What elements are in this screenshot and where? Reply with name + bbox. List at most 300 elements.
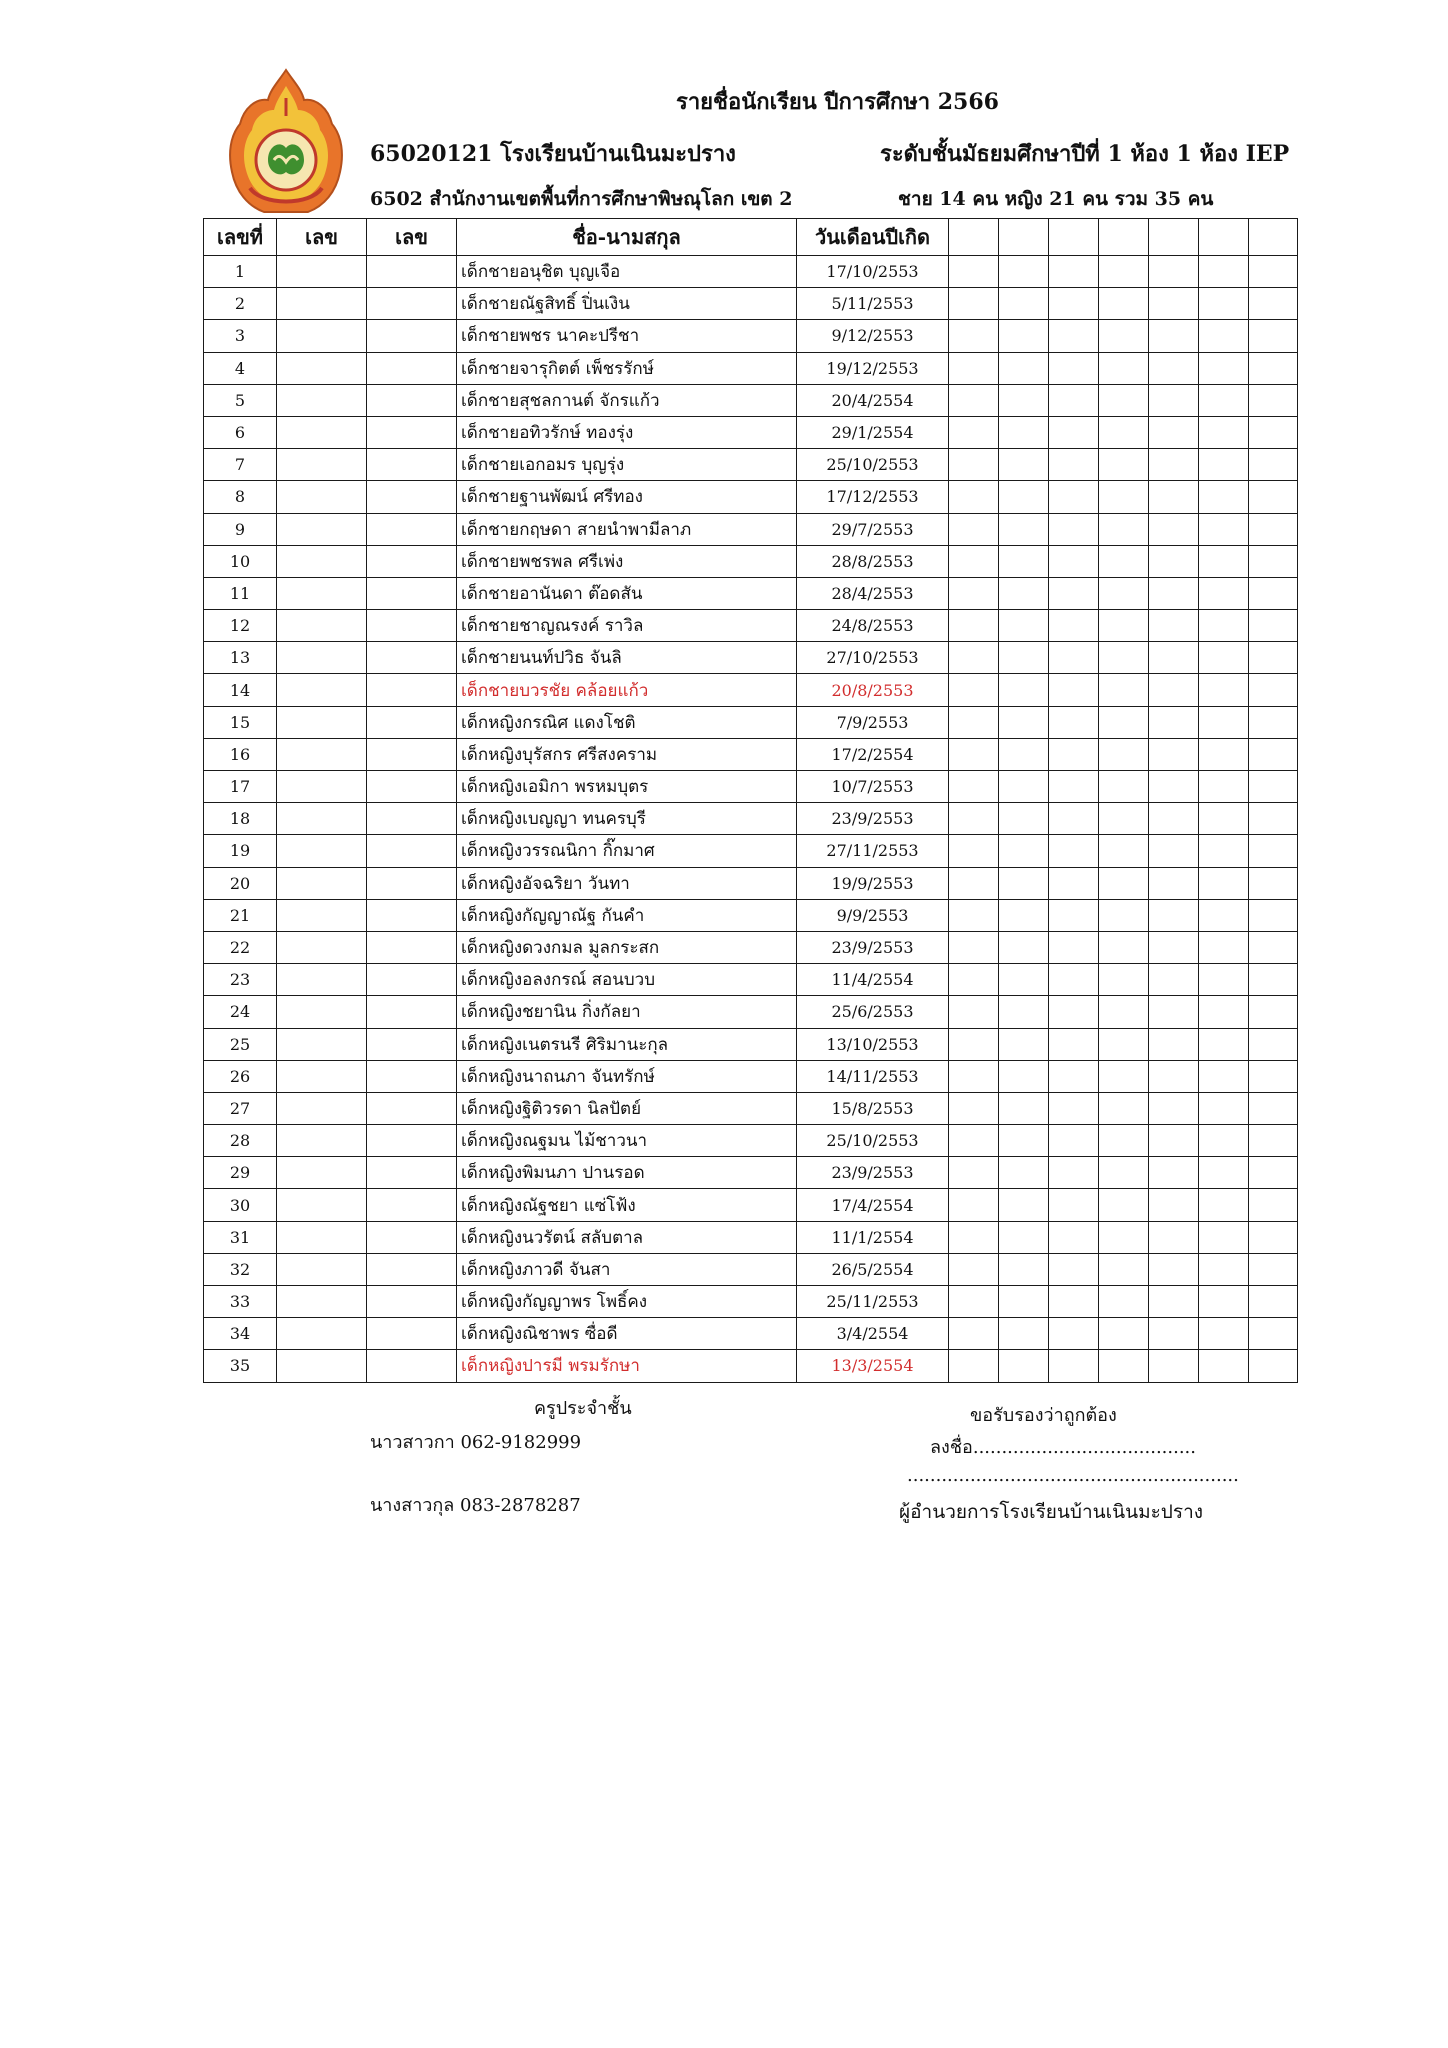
row-blank-cell	[1149, 481, 1199, 513]
school-code-name: 65020121 โรงเรียนบ้านเนินมะปราง	[370, 141, 736, 167]
row-blank-cell	[1049, 1189, 1099, 1221]
row-blank-cell	[949, 1253, 999, 1285]
row-number: 16	[204, 738, 277, 770]
row-blank-cell	[1249, 1221, 1298, 1253]
row-birth-date: 10/7/2553	[797, 771, 949, 803]
row-blank-cell	[1249, 835, 1298, 867]
row-blank-cell	[999, 1125, 1049, 1157]
row-blank-cell	[1149, 803, 1199, 835]
row-blank-cell	[1149, 545, 1199, 577]
row-blank-cell	[1149, 288, 1199, 320]
row-id-1	[277, 1189, 367, 1221]
row-birth-date: 25/10/2553	[797, 1125, 949, 1157]
row-blank-cell	[1249, 1318, 1298, 1350]
table-row	[204, 416, 1298, 448]
row-id-2	[367, 642, 457, 674]
row-student-name: เด็กหญิงพิมนภา ปานรอด	[457, 1157, 797, 1189]
row-blank-cell	[1199, 288, 1249, 320]
row-blank-cell	[1199, 545, 1249, 577]
row-blank-cell	[1099, 867, 1149, 899]
row-number: 6	[204, 416, 277, 448]
row-blank-cell	[1049, 288, 1099, 320]
row-birth-date: 19/9/2553	[797, 867, 949, 899]
row-blank-cell	[1049, 1253, 1099, 1285]
row-student-name: เด็กชายพชรพล ศรีเพ่ง	[457, 545, 797, 577]
row-id-2	[367, 352, 457, 384]
row-blank-cell	[1249, 288, 1298, 320]
row-blank-cell	[1049, 706, 1099, 738]
row-blank-cell	[999, 288, 1049, 320]
row-blank-cell	[1149, 1318, 1199, 1350]
row-blank-cell	[1099, 352, 1149, 384]
row-blank-cell	[949, 320, 999, 352]
row-blank-cell	[1099, 964, 1149, 996]
table-row	[204, 610, 1298, 642]
row-birth-date: 28/4/2553	[797, 577, 949, 609]
row-blank-cell	[1099, 1157, 1149, 1189]
row-student-name: เด็กหญิงฐิติวรดา นิลปัตย์	[457, 1092, 797, 1124]
row-number: 25	[204, 1028, 277, 1060]
row-number: 23	[204, 964, 277, 996]
row-blank-cell	[999, 320, 1049, 352]
row-blank-cell	[1049, 1318, 1099, 1350]
row-id-1	[277, 738, 367, 770]
row-blank-cell	[1249, 899, 1298, 931]
row-birth-date: 20/8/2553	[797, 674, 949, 706]
row-id-2	[367, 1125, 457, 1157]
row-number: 24	[204, 996, 277, 1028]
row-blank-cell	[949, 771, 999, 803]
row-blank-cell	[999, 738, 1049, 770]
row-id-2	[367, 771, 457, 803]
row-blank-cell	[1099, 320, 1149, 352]
row-blank-cell	[1099, 835, 1149, 867]
row-blank-cell	[999, 256, 1049, 288]
row-id-1	[277, 996, 367, 1028]
row-birth-date: 24/8/2553	[797, 610, 949, 642]
row-blank-cell	[1199, 1286, 1249, 1318]
row-blank-cell	[1249, 1350, 1298, 1382]
row-blank-cell	[1249, 352, 1298, 384]
row-blank-cell	[1199, 513, 1249, 545]
row-blank-cell	[999, 642, 1049, 674]
row-id-1	[277, 642, 367, 674]
document-title: รายชื่อนักเรียน ปีการศึกษา 2566	[676, 89, 999, 115]
table-row	[204, 320, 1298, 352]
row-birth-date: 20/4/2554	[797, 384, 949, 416]
row-blank-cell	[1249, 964, 1298, 996]
row-blank-cell	[1049, 899, 1099, 931]
row-blank-cell	[1249, 738, 1298, 770]
education-office: 6502 สำนักงานเขตพื้นที่การศึกษาพิษณุโลก เขต 2	[370, 188, 793, 210]
row-id-2	[367, 256, 457, 288]
row-id-2	[367, 545, 457, 577]
row-blank-cell	[1099, 1253, 1149, 1285]
table-row	[204, 1350, 1298, 1382]
table-row	[204, 835, 1298, 867]
row-blank-cell	[1249, 642, 1298, 674]
row-blank-cell	[1149, 1350, 1199, 1382]
row-id-1	[277, 964, 367, 996]
header-blank	[1199, 219, 1249, 256]
row-birth-date: 23/9/2553	[797, 931, 949, 963]
row-birth-date: 3/4/2554	[797, 1318, 949, 1350]
table-row	[204, 1286, 1298, 1318]
row-id-1	[277, 384, 367, 416]
row-id-1	[277, 899, 367, 931]
row-id-1	[277, 1092, 367, 1124]
row-blank-cell	[999, 1060, 1049, 1092]
row-blank-cell	[1049, 1350, 1099, 1382]
row-birth-date: 9/12/2553	[797, 320, 949, 352]
row-id-2	[367, 738, 457, 770]
header-id-2: เลข	[367, 219, 457, 256]
row-id-2	[367, 481, 457, 513]
row-student-name: เด็กหญิงนวรัตน์ สลับตาล	[457, 1221, 797, 1253]
row-blank-cell	[1249, 577, 1298, 609]
row-blank-cell	[999, 577, 1049, 609]
row-blank-cell	[999, 931, 1049, 963]
row-blank-cell	[1149, 1092, 1199, 1124]
row-blank-cell	[1149, 1189, 1199, 1221]
row-blank-cell	[1049, 1221, 1099, 1253]
student-roster-table	[203, 218, 1298, 1383]
row-number: 7	[204, 449, 277, 481]
row-id-2	[367, 1092, 457, 1124]
row-blank-cell	[949, 899, 999, 931]
row-id-2	[367, 288, 457, 320]
school-emblem-icon	[228, 68, 344, 216]
row-blank-cell	[1099, 899, 1149, 931]
row-blank-cell	[1049, 771, 1099, 803]
row-blank-cell	[999, 481, 1049, 513]
header-id-1: เลข	[277, 219, 367, 256]
row-student-name: เด็กหญิงชยานิน กิ่งกัลยา	[457, 996, 797, 1028]
row-blank-cell	[1049, 416, 1099, 448]
row-blank-cell	[1149, 1221, 1199, 1253]
row-blank-cell	[949, 867, 999, 899]
row-blank-cell	[1049, 577, 1099, 609]
row-birth-date: 28/8/2553	[797, 545, 949, 577]
row-blank-cell	[949, 352, 999, 384]
row-blank-cell	[1049, 481, 1099, 513]
row-blank-cell	[1099, 449, 1149, 481]
header-blank	[1049, 219, 1099, 256]
row-number: 21	[204, 899, 277, 931]
row-id-2	[367, 1189, 457, 1221]
row-blank-cell	[1099, 642, 1149, 674]
row-blank-cell	[1199, 964, 1249, 996]
row-student-name: เด็กชายอานันดา ต๊อดสัน	[457, 577, 797, 609]
row-blank-cell	[1149, 352, 1199, 384]
row-student-name: เด็กหญิงณัฐชยา แซ่โฟ้ง	[457, 1189, 797, 1221]
row-blank-cell	[949, 513, 999, 545]
row-blank-cell	[1049, 1060, 1099, 1092]
header-birth-date: วันเดือนปีเกิด	[797, 219, 949, 256]
row-blank-cell	[1249, 771, 1298, 803]
row-blank-cell	[1049, 384, 1099, 416]
row-blank-cell	[949, 1125, 999, 1157]
row-blank-cell	[1099, 610, 1149, 642]
row-id-2	[367, 577, 457, 609]
row-blank-cell	[1199, 996, 1249, 1028]
row-blank-cell	[1149, 256, 1199, 288]
row-blank-cell	[949, 803, 999, 835]
row-blank-cell	[1099, 1092, 1149, 1124]
table-row	[204, 642, 1298, 674]
row-blank-cell	[949, 610, 999, 642]
row-birth-date: 13/3/2554	[797, 1350, 949, 1382]
row-blank-cell	[999, 867, 1049, 899]
row-birth-date: 9/9/2553	[797, 899, 949, 931]
row-number: 4	[204, 352, 277, 384]
row-blank-cell	[999, 996, 1049, 1028]
row-blank-cell	[1249, 706, 1298, 738]
row-blank-cell	[1149, 674, 1199, 706]
row-blank-cell	[1149, 1286, 1199, 1318]
row-blank-cell	[999, 1221, 1049, 1253]
row-number: 2	[204, 288, 277, 320]
table-row	[204, 1189, 1298, 1221]
row-blank-cell	[999, 1253, 1049, 1285]
row-blank-cell	[1199, 738, 1249, 770]
row-id-1	[277, 610, 367, 642]
row-student-name: เด็กชายฐานพัฒน์ ศรีทอง	[457, 481, 797, 513]
row-birth-date: 27/11/2553	[797, 835, 949, 867]
row-student-name: เด็กหญิงเอมิกา พรหมบุตร	[457, 771, 797, 803]
row-id-1	[277, 1125, 367, 1157]
teacher-contact-2: นางสาวกุล 083-2878287	[370, 1495, 581, 1516]
table-header-row	[204, 219, 1298, 256]
row-blank-cell	[1099, 1318, 1149, 1350]
homeroom-teacher-label: ครูประจำชั้น	[534, 1398, 632, 1419]
row-blank-cell	[1149, 642, 1199, 674]
row-id-1	[277, 513, 367, 545]
row-blank-cell	[1099, 1028, 1149, 1060]
row-blank-cell	[999, 416, 1049, 448]
row-number: 19	[204, 835, 277, 867]
row-id-2	[367, 416, 457, 448]
row-number: 31	[204, 1221, 277, 1253]
row-blank-cell	[1099, 996, 1149, 1028]
table-row	[204, 996, 1298, 1028]
row-blank-cell	[1199, 931, 1249, 963]
row-blank-cell	[1199, 1221, 1249, 1253]
row-blank-cell	[1249, 256, 1298, 288]
row-number: 20	[204, 867, 277, 899]
row-id-1	[277, 1318, 367, 1350]
row-blank-cell	[999, 1157, 1049, 1189]
row-blank-cell	[1049, 1028, 1099, 1060]
table-row	[204, 1060, 1298, 1092]
row-number: 13	[204, 642, 277, 674]
row-blank-cell	[1199, 352, 1249, 384]
row-number: 18	[204, 803, 277, 835]
row-blank-cell	[1049, 674, 1099, 706]
student-counts: ชาย 14 คน หญิง 21 คน รวม 35 คน	[898, 188, 1214, 210]
row-blank-cell	[1149, 513, 1199, 545]
row-blank-cell	[1149, 610, 1199, 642]
row-id-1	[277, 835, 367, 867]
row-student-name: เด็กชายอทิวรักษ์ ทองรุ่ง	[457, 416, 797, 448]
row-student-name: เด็กชายจารุกิตต์ เพ็ชรรักษ์	[457, 352, 797, 384]
table-row	[204, 899, 1298, 931]
row-number: 15	[204, 706, 277, 738]
row-id-2	[367, 964, 457, 996]
row-birth-date: 17/10/2553	[797, 256, 949, 288]
row-blank-cell	[1049, 1286, 1099, 1318]
row-blank-cell	[1049, 610, 1099, 642]
row-blank-cell	[949, 1286, 999, 1318]
row-blank-cell	[949, 674, 999, 706]
table-row	[204, 1092, 1298, 1124]
row-student-name: เด็กหญิงณฐมน ไม้ชาวนา	[457, 1125, 797, 1157]
row-blank-cell	[949, 481, 999, 513]
row-student-name: เด็กหญิงกัญญาพร โพธิ์คง	[457, 1286, 797, 1318]
row-blank-cell	[1049, 449, 1099, 481]
row-student-name: เด็กหญิงภาวดี จันสา	[457, 1253, 797, 1285]
row-number: 1	[204, 256, 277, 288]
row-blank-cell	[1249, 996, 1298, 1028]
row-blank-cell	[1249, 867, 1298, 899]
row-blank-cell	[1149, 867, 1199, 899]
row-blank-cell	[999, 835, 1049, 867]
row-blank-cell	[1149, 1157, 1199, 1189]
row-student-name: เด็กชายบวรชัย คล้อยแก้ว	[457, 674, 797, 706]
row-student-name: เด็กชายอนุชิต บุญเจือ	[457, 256, 797, 288]
row-blank-cell	[999, 1318, 1049, 1350]
row-blank-cell	[949, 545, 999, 577]
row-blank-cell	[1099, 1125, 1149, 1157]
row-blank-cell	[999, 674, 1049, 706]
row-id-2	[367, 1157, 457, 1189]
row-birth-date: 17/4/2554	[797, 1189, 949, 1221]
row-blank-cell	[999, 449, 1049, 481]
row-id-2	[367, 835, 457, 867]
header-blank	[999, 219, 1049, 256]
row-id-1	[277, 1253, 367, 1285]
row-blank-cell	[949, 1221, 999, 1253]
row-blank-cell	[1199, 320, 1249, 352]
row-blank-cell	[1149, 416, 1199, 448]
row-blank-cell	[999, 899, 1049, 931]
row-id-2	[367, 1286, 457, 1318]
row-id-2	[367, 384, 457, 416]
table-row	[204, 256, 1298, 288]
table-row	[204, 449, 1298, 481]
row-birth-date: 25/11/2553	[797, 1286, 949, 1318]
row-blank-cell	[1199, 610, 1249, 642]
row-id-1	[277, 931, 367, 963]
row-blank-cell	[1099, 577, 1149, 609]
row-blank-cell	[1249, 545, 1298, 577]
table-row	[204, 771, 1298, 803]
row-number: 32	[204, 1253, 277, 1285]
roster-body	[204, 256, 1298, 1383]
row-birth-date: 25/6/2553	[797, 996, 949, 1028]
row-blank-cell	[1199, 1253, 1249, 1285]
header-number: เลขที่	[204, 219, 277, 256]
table-row	[204, 352, 1298, 384]
row-blank-cell	[1149, 931, 1199, 963]
row-student-name: เด็กหญิงวรรณนิกา กิ๊กมาศ	[457, 835, 797, 867]
row-blank-cell	[1249, 1253, 1298, 1285]
row-id-2	[367, 1060, 457, 1092]
row-blank-cell	[999, 352, 1049, 384]
signature-line: ลงชื่อ.......................................	[930, 1437, 1196, 1458]
row-blank-cell	[1149, 1125, 1199, 1157]
row-student-name: เด็กหญิงณิชาพร ซื่อดี	[457, 1318, 797, 1350]
row-blank-cell	[1199, 1092, 1249, 1124]
row-blank-cell	[1149, 738, 1199, 770]
header-blank	[1099, 219, 1149, 256]
row-blank-cell	[1149, 964, 1199, 996]
row-student-name: เด็กชายสุชลกานต์ จักรแก้ว	[457, 384, 797, 416]
row-id-1	[277, 674, 367, 706]
row-number: 22	[204, 931, 277, 963]
name-dotted-line: ..........................................................	[907, 1465, 1239, 1486]
row-blank-cell	[1249, 384, 1298, 416]
row-blank-cell	[1149, 706, 1199, 738]
row-blank-cell	[1049, 352, 1099, 384]
row-blank-cell	[949, 416, 999, 448]
table-row	[204, 706, 1298, 738]
row-id-2	[367, 674, 457, 706]
row-blank-cell	[949, 449, 999, 481]
row-student-name: เด็กหญิงดวงกมล มูลกระสก	[457, 931, 797, 963]
row-blank-cell	[1199, 1125, 1249, 1157]
row-birth-date: 7/9/2553	[797, 706, 949, 738]
row-number: 26	[204, 1060, 277, 1092]
row-number: 29	[204, 1157, 277, 1189]
row-blank-cell	[1149, 1028, 1199, 1060]
row-blank-cell	[999, 1028, 1049, 1060]
row-student-name: เด็กหญิงอัจฉริยา วันทา	[457, 867, 797, 899]
row-id-1	[277, 771, 367, 803]
row-blank-cell	[1199, 867, 1249, 899]
row-blank-cell	[1099, 481, 1149, 513]
row-blank-cell	[1049, 1125, 1099, 1157]
row-id-2	[367, 803, 457, 835]
table-row	[204, 384, 1298, 416]
row-blank-cell	[1099, 1350, 1149, 1382]
row-blank-cell	[1049, 738, 1099, 770]
table-row	[204, 1028, 1298, 1060]
row-blank-cell	[949, 931, 999, 963]
row-blank-cell	[949, 256, 999, 288]
row-id-1	[277, 449, 367, 481]
header-full-name: ชื่อ-นามสกุล	[457, 219, 797, 256]
row-blank-cell	[1149, 996, 1199, 1028]
row-blank-cell	[1249, 610, 1298, 642]
row-id-1	[277, 1286, 367, 1318]
row-student-name: เด็กชายเอกอมร บุญรุ่ง	[457, 449, 797, 481]
row-blank-cell	[949, 1318, 999, 1350]
row-number: 33	[204, 1286, 277, 1318]
row-blank-cell	[999, 513, 1049, 545]
row-blank-cell	[949, 384, 999, 416]
row-birth-date: 17/12/2553	[797, 481, 949, 513]
row-number: 35	[204, 1350, 277, 1382]
row-blank-cell	[1099, 706, 1149, 738]
row-id-2	[367, 1350, 457, 1382]
row-student-name: เด็กชายชาญณรงค์ ราวิล	[457, 610, 797, 642]
table-row	[204, 481, 1298, 513]
row-blank-cell	[949, 1060, 999, 1092]
row-number: 5	[204, 384, 277, 416]
row-birth-date: 29/1/2554	[797, 416, 949, 448]
row-blank-cell	[1199, 1157, 1249, 1189]
